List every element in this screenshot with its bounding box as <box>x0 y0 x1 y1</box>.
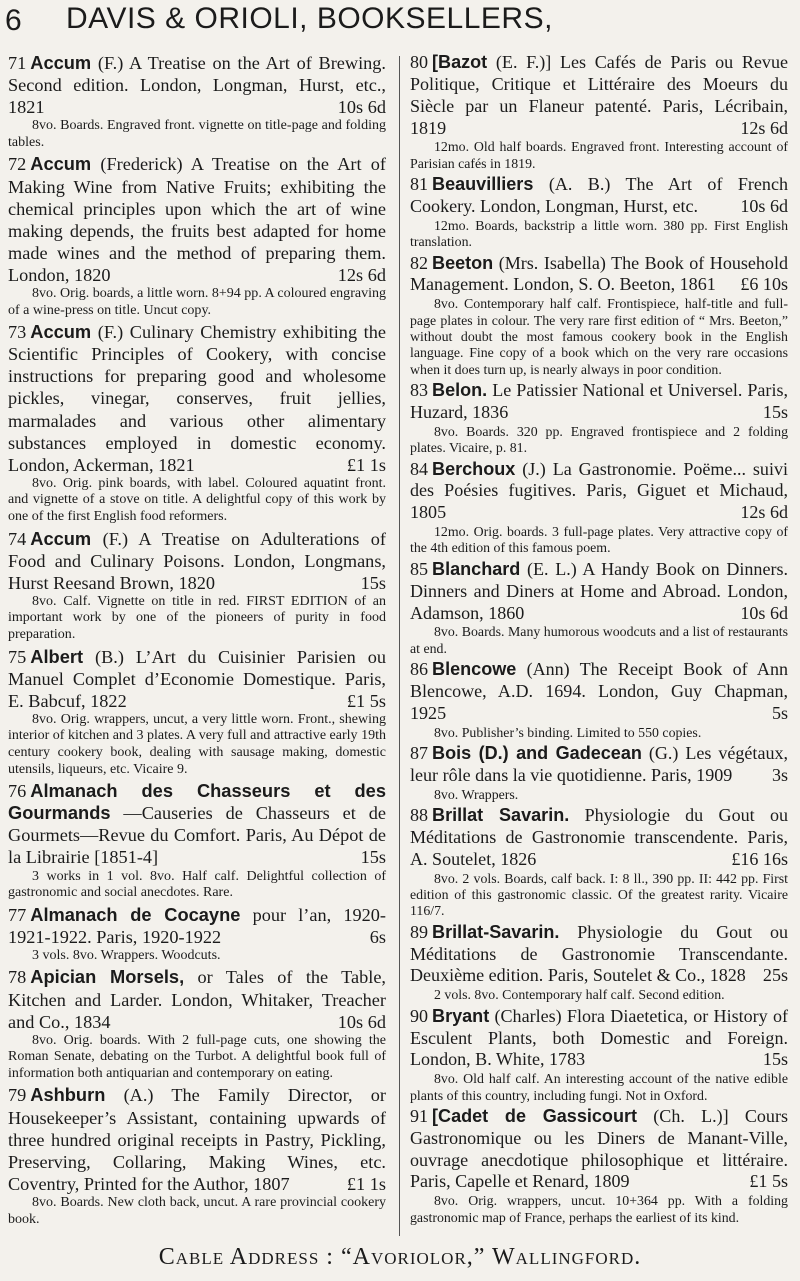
entry-price: 15s <box>762 401 788 422</box>
entry-headline <box>410 380 788 424</box>
entry-title: —Causeries de Chasseurs et de Gourmets—Revue du Comfort. Paris, Au Dépot de la Librairie [1851-4] <box>8 803 386 868</box>
entry-author: Berchoux <box>432 458 516 479</box>
entry-title: Le Patissier National et Universel. Paris, Huzard, 1836 <box>410 380 788 422</box>
entry-description: 3 vols. 8vo. Wrappers. Woodcuts. <box>32 947 221 963</box>
entry-price: £1 1s <box>346 1173 386 1194</box>
entry-headline <box>410 1006 788 1072</box>
catalogue-entry <box>410 922 788 1004</box>
entry-price: 25s <box>762 965 788 986</box>
entry-number: 81 <box>410 174 429 195</box>
catalogue-entry <box>410 174 788 250</box>
catalogue-entry <box>8 904 386 965</box>
catalogue-entry <box>8 528 386 644</box>
entry-price: 3s <box>771 764 788 785</box>
entry-title: or Tales of the Table, Kitchen and Larder. London, Whitaker, Treacher and Co., 1834 <box>8 967 386 1032</box>
entry-price: 10s 6d <box>740 602 788 623</box>
entry-price: 15s <box>360 572 386 593</box>
entry-price: 6s <box>369 926 386 947</box>
entry-headline <box>8 1084 386 1194</box>
entry-number: 74 <box>8 528 27 549</box>
entry-number: 78 <box>8 967 27 988</box>
entry-headline <box>8 966 386 1032</box>
entry-number: 88 <box>410 805 429 826</box>
entry-headline <box>410 1106 788 1193</box>
catalogue-entry <box>410 253 788 379</box>
entry-author: Almanach de Cocayne <box>30 903 241 925</box>
catalogue-entry <box>410 659 788 741</box>
page-number: 6 <box>5 4 22 37</box>
column-divider <box>399 56 400 1236</box>
entry-description: 8vo. Wrappers. <box>434 786 519 802</box>
entry-title: (Ch. L.)] Cours Gastronomique ou les Diners de Manant-Ville, ouvrage anecdotique philosophique et littéraire. Paris, Capelle et Renard, 1809 <box>410 1105 788 1192</box>
entry-number: 82 <box>410 252 429 273</box>
entry-title: (A. B.) The Art of French Cookery. London, Longman, Hurst, etc. <box>410 174 788 216</box>
entry-author: Bois (D.) and Gadecean <box>432 743 642 764</box>
entry-price: £16 16s <box>731 848 788 869</box>
entry-description: 8vo. Old half calf. An interesting account of the native edible plants of this country, including fungi. Not in Oxford. <box>410 1071 788 1103</box>
catalogue-entry <box>410 380 788 456</box>
entry-description: 8vo. Boards. 320 pp. Engraved frontispiece and 2 folding plates. Vicaire, p. 81. <box>410 423 788 456</box>
entry-description: 8vo. Publisher’s binding. Limited to 550 copies. <box>434 724 702 740</box>
entry-description: 8vo. Orig. boards. With 2 full-page cuts, one showing the Roman Senate, debating on the Turbot. A delightful book full of information both antiquarian and contemporary on eating. <box>8 1032 386 1081</box>
entry-headline <box>410 743 788 787</box>
catalogue-entry <box>410 559 788 657</box>
entry-price: 10s 6d <box>337 97 386 118</box>
entry-number: 89 <box>410 921 429 942</box>
entry-author: Accum <box>30 321 92 343</box>
entry-headline <box>8 528 386 594</box>
page-header <box>0 0 800 50</box>
entry-headline <box>8 904 386 948</box>
entry-description: 8vo. Boards. New cloth back, uncut. A rare provincial cookery book. <box>8 1194 386 1227</box>
entry-title: (G.) Les végétaux, leur rôle dans la vie quotidienne. Paris, 1909 <box>410 743 789 785</box>
entry-price: 12s 6d <box>337 264 386 285</box>
entry-price: 5s <box>771 702 788 723</box>
entry-author: Almanach des Chasseurs et des Gourmands <box>8 780 386 824</box>
catalogue-entry <box>410 805 788 920</box>
entry-number: 76 <box>8 781 27 802</box>
entry-title: (J.) La Gastronomie. Poëme... suivi des Poésies fugitives. Paris, Giguet et Michaud, 1805 <box>410 458 789 523</box>
running-head: DAVIS & ORIOLI, BOOKSELLERS, <box>66 2 553 35</box>
entry-description: 8vo. Orig. boards, a little worn. 8+94 pp. A coloured engraving of a wine-press on title. Uncut copy. <box>8 286 386 318</box>
entry-author: Ashburn <box>30 1084 106 1106</box>
entry-description: 12mo. Old half boards. Engraved front. Interesting account of Parisian cafés in 1819. <box>410 139 788 171</box>
entry-title: pour l’an, 1920-1921-1922. Paris, 1920-1922 <box>8 904 386 947</box>
entry-headline <box>410 253 788 297</box>
entry-author: Brillat-Savarin. <box>432 921 560 942</box>
entry-description: 8vo. Orig. pink boards, with label. Coloured aquatint front. and vignette of a stove on title. A delightful copy of this work by one of the first English food reformers. <box>8 475 386 524</box>
entry-title: (F.) A Treatise on the Art of Brewing. Second edition. London, Longman, Hurst, etc., 1821 <box>8 53 386 118</box>
entry-description: 8vo. 2 vols. Boards, calf back. I: 8 ll., 390 pp. II: 442 pp. First edition of this gastronomic classic. Of the greatest rarity. Vicaire 116/7. <box>410 870 788 919</box>
entry-headline <box>8 52 386 118</box>
entry-number: 79 <box>8 1085 27 1106</box>
footer-cable-address: Cable Address : “Avoriolor,” Wallingford. <box>158 1244 642 1270</box>
entry-price: 15s <box>360 847 386 868</box>
entry-headline <box>410 659 788 725</box>
entry-headline <box>8 646 386 712</box>
entry-author: Brillat Savarin. <box>432 805 570 826</box>
entry-description: 12mo. Orig. boards. 3 full-page plates. Very attractive copy of the 4th edition of this famous poem. <box>410 524 788 556</box>
entry-price: 10s 6d <box>740 195 788 216</box>
catalogue-entry <box>410 743 788 803</box>
entry-description: 8vo. Calf. Vignette on title in red. FIRST EDITION of an important work by one of the pioneers of purity in food preparation. <box>8 593 386 642</box>
catalogue-entry <box>8 153 386 319</box>
entry-author: [Cadet de Gassicourt <box>432 1105 638 1126</box>
catalogue-entry <box>8 321 386 525</box>
entry-description: 2 vols. 8vo. Contemporary half calf. Second edition. <box>434 987 725 1003</box>
entry-author: [Bazot <box>432 52 488 72</box>
entry-title: (F.) A Treatise on Adulterations of Food and Culinary Poisons. London, Longmans, Hurst Reesand Brown, 1820 <box>8 528 386 593</box>
entry-description: 8vo. Boards. Engraved front. vignette on title-page and folding tables. <box>8 118 386 150</box>
entry-title: (Frederick) A Treatise on the Art of Making Wine from Native Fruits; exhibiting the chemical principles upon which the art of wine making depends, the fruits best adapted for home made wines and the method of preparing them. London, 1820 <box>8 154 386 285</box>
entry-headline <box>410 805 788 871</box>
entry-author: Albert <box>30 645 84 667</box>
catalogue-entry <box>8 646 386 779</box>
entry-description: 12mo. Boards, backstrip a little worn. 380 pp. First English translation. <box>410 217 788 250</box>
entry-number: 91 <box>410 1105 429 1126</box>
entry-number: 86 <box>410 659 429 680</box>
entry-headline <box>410 52 788 139</box>
entry-number: 90 <box>410 1005 429 1026</box>
entry-number: 80 <box>410 52 429 72</box>
entry-headline <box>410 559 788 625</box>
entry-title: (B.) L’Art du Cuisinier Parisien ou Manuel Complet d’Economie Domestique. Paris, E. Babcuf, 1822 <box>8 646 386 711</box>
entry-number: 72 <box>8 154 27 175</box>
entry-price: £1 1s <box>346 454 386 475</box>
entry-author: Bryant <box>432 1005 490 1026</box>
entry-title: (F.) Culinary Chemistry exhibiting the Scientific Principles of Cookery, with concise instructions for preparing good and wholesome pickles, vinegar, conserves, fruit jellies, marmalades and various other alimentary substances employed in domestic economy. London, Ackerman, 1821 <box>8 322 386 475</box>
entry-author: Blencowe <box>432 659 517 680</box>
catalogue-entry <box>410 459 788 557</box>
entry-number: 84 <box>410 458 429 479</box>
entry-number: 85 <box>410 558 429 579</box>
catalogue-entry <box>410 1006 788 1104</box>
entry-description: 8vo. Contemporary half calf. Frontispiece, half-title and full-page plates in colour. The very rare first edition of “ Mrs. Beeton,” without doubt the most famous cookery book in the English language. Fine copy of a book which on the very rare occasions when it does turn up, is nearly always in poor condition. <box>410 296 788 377</box>
entry-headline <box>8 321 386 476</box>
entry-author: Accum <box>30 52 92 73</box>
entry-author: Belon. <box>432 380 488 401</box>
entry-description: 3 works in 1 vol. 8vo. Half calf. Delightful collection of gastronomic and social anecdotes. Rare. <box>8 868 386 901</box>
entry-number: 83 <box>410 380 429 401</box>
entry-author: Beeton <box>432 252 494 273</box>
entry-number: 75 <box>8 646 27 667</box>
right-column <box>410 52 788 1228</box>
entry-title: Physiologie du Gout ou Méditations de Gastronomie Transcendante. Deuxième edition. Paris, Soutelet & Co., 1828 <box>410 921 789 986</box>
entry-number: 77 <box>8 904 27 925</box>
entry-price: 10s 6d <box>337 1011 386 1032</box>
entry-title: (A.) The Family Director, or Housekeeper’s Assistant, containing upwards of three hundred original receipts in Pastry, Pickling, Preserving, Collaring, Making Wines, etc. Coventry, Printed for the Author, 1807 <box>8 1085 386 1194</box>
catalogue-entry <box>8 780 386 902</box>
catalogue-entry <box>410 52 788 172</box>
entry-description: 8vo. Orig. wrappers, uncut. 10+364 pp. With a folding gastronomic map of France, perhaps the earliest of its kind. <box>410 1193 788 1225</box>
entry-title: (Mrs. Isabella) The Book of Household Management. London, S. O. Beeton, 1861 <box>410 252 788 295</box>
entry-author: Beauvilliers <box>432 174 534 195</box>
entry-headline <box>8 153 386 286</box>
entry-title: (Charles) Flora Diaetetica, or History of Esculent Plants, both Domestic and Foreign. London, B. White, 1783 <box>410 1005 788 1070</box>
entry-price: 12s 6d <box>740 502 788 523</box>
entry-title: Physiologie du Gout ou Méditations de Gastronomie transcendente. Paris, A. Soutelet, 1826 <box>410 805 789 869</box>
entry-price: £1 5s <box>346 690 386 711</box>
entry-price: £6 10s <box>740 274 788 295</box>
entry-number: 87 <box>410 743 429 764</box>
catalogue-entry <box>8 52 386 151</box>
entry-author: Accum <box>30 527 92 549</box>
entry-title: (E. L.) A Handy Book on Dinners. Dinners and Diners at Home and Abroad. London, Adamson, 1860 <box>410 558 788 623</box>
entry-description: 8vo. Boards. Many humorous woodcuts and a list of restaurants at end. <box>410 624 788 656</box>
entry-number: 71 <box>8 53 27 73</box>
entry-title: (E. F.)] Les Cafés de Paris ou Revue Politique, Critique et Littéraire des Moeurs du Siècle par un Flaneur patenté. Paris, Lécribain, 1819 <box>410 52 788 138</box>
left-column <box>8 52 386 1230</box>
entry-author: Accum <box>30 153 92 175</box>
entry-headline <box>410 174 788 218</box>
entry-price: £1 5s <box>749 1171 788 1192</box>
entry-number: 73 <box>8 322 27 343</box>
entry-price: 12s 6d <box>740 117 788 138</box>
entry-title: (Ann) The Receipt Book of Ann Blencowe, A.D. 1694. London, Guy Chapman, 1925 <box>410 659 789 723</box>
entry-description: 8vo. Orig. wrappers, uncut, a very little worn. Front., shewing interior of kitchen and 3 plates. A very full and attractive early 19th century cookery book, dealing with sausage making, domestic utensils, liqueurs, etc. Vicaire 9. <box>8 711 386 777</box>
entry-headline <box>8 780 386 868</box>
entry-price: 15s <box>762 1049 788 1070</box>
catalogue-entry <box>8 1084 386 1228</box>
entry-author: Apician Morsels, <box>30 966 185 988</box>
entry-headline <box>410 922 788 988</box>
catalogue-entry <box>410 1106 788 1226</box>
entry-author: Blanchard <box>432 558 521 579</box>
entry-headline <box>410 459 788 525</box>
catalogue-entry <box>8 966 386 1082</box>
